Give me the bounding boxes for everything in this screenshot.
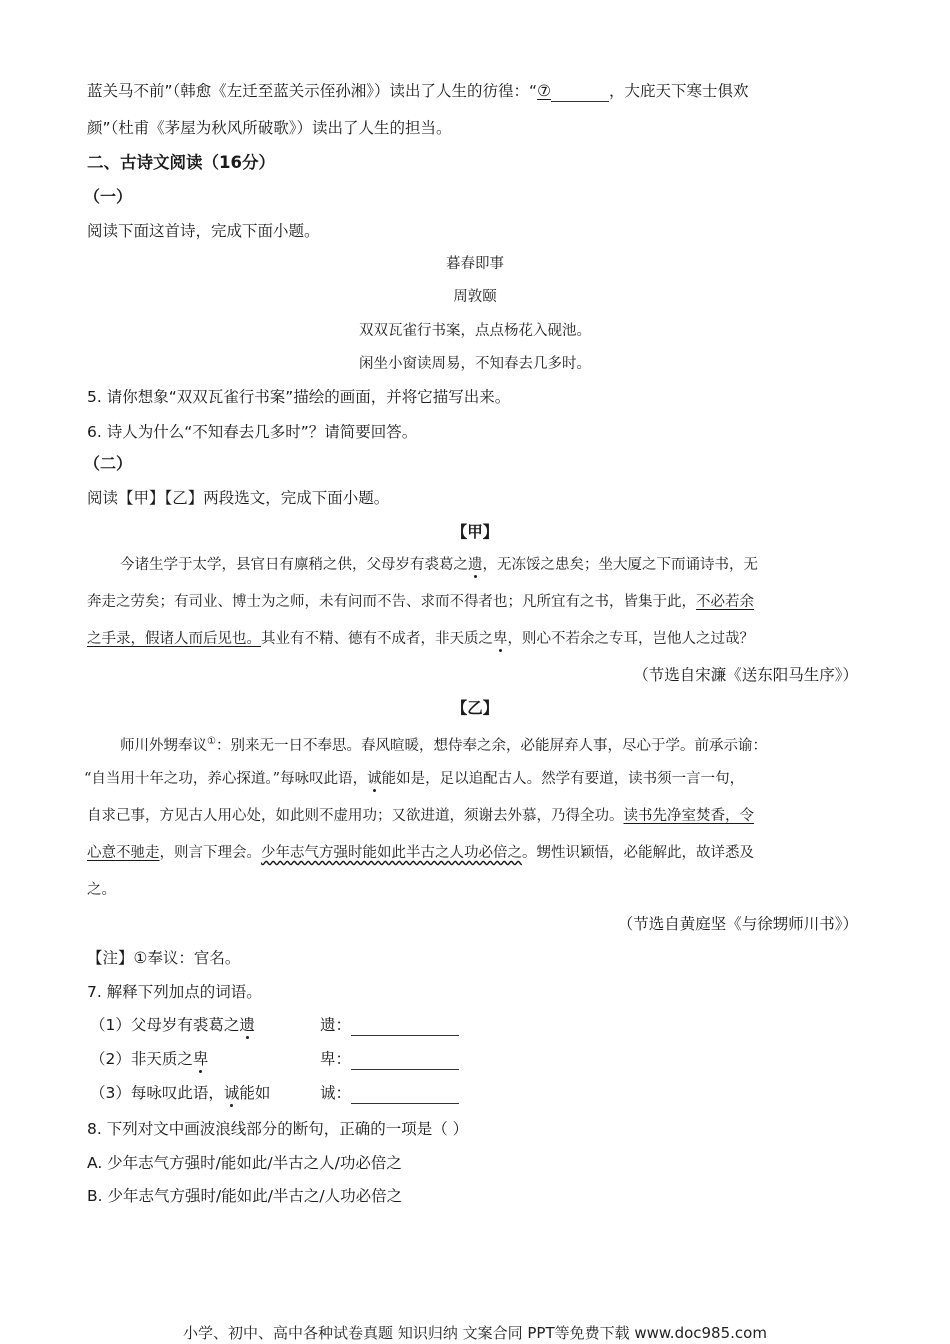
fill-blank-7[interactable] bbox=[551, 84, 609, 102]
passage-text: ，无冻馁之患矣；坐大厦之下而诵诗书，无 bbox=[482, 557, 758, 573]
jia-line-2 bbox=[87, 591, 754, 613]
intro-line-1 bbox=[87, 80, 748, 102]
underlined-sentence: 心意不驰走 bbox=[87, 845, 160, 861]
dotted-word: 卑 bbox=[192, 1050, 209, 1068]
item-text: 能如 bbox=[239, 1084, 271, 1102]
dotted-word: 诚 bbox=[367, 771, 382, 787]
yi-line-4 bbox=[87, 842, 754, 864]
jia-line-3 bbox=[87, 628, 754, 650]
passage-jia-heading: 【甲】 bbox=[451, 523, 499, 541]
term-label: 遗： bbox=[320, 1016, 352, 1034]
part-label-1: （一） bbox=[84, 187, 133, 206]
passage-text: ，则心不若余之专耳，岂他人之过哉？ bbox=[507, 631, 754, 647]
underlined-sentence: 之手录，假诸人而后见也。 bbox=[87, 631, 261, 647]
passage-yi-heading: 【乙】 bbox=[451, 699, 499, 717]
passage-text: 能如是，足以追配古人。然学有要道，读书须一言一句， bbox=[381, 771, 745, 787]
q7-item-2 bbox=[90, 1048, 459, 1070]
dotted-word: 卑 bbox=[493, 631, 508, 647]
jia-line-1 bbox=[120, 554, 758, 576]
passage-text: ，则言下理会。 bbox=[159, 845, 261, 861]
jia-source: （节选自宋濂《送东阳马生序》） bbox=[633, 666, 858, 684]
question-6: 6. 诗人为什么“不知春去几多时”？请简要回答。 bbox=[87, 423, 418, 441]
term-label: 诚： bbox=[320, 1084, 352, 1102]
item-text: （2）非天质之 bbox=[90, 1050, 193, 1068]
passage-text: 师川外甥奉议 bbox=[120, 737, 207, 754]
page-footer: 小学、初中、高中各种试卷真题 知识归纳 文案合同 PPT等免费下载 www.doc985.com bbox=[183, 1324, 767, 1342]
item-text: （3）每咏叹此语， bbox=[90, 1084, 224, 1102]
footnote-marker: ① bbox=[207, 736, 216, 747]
dotted-word: 诚 bbox=[223, 1084, 240, 1102]
answer-blank-3[interactable] bbox=[351, 1086, 459, 1104]
yi-line-1 bbox=[120, 731, 767, 757]
poem-title: 暮春即事 bbox=[446, 256, 504, 272]
underlined-sentence: 不必若余 bbox=[696, 594, 754, 610]
question-7: 7. 解释下列加点的词语。 bbox=[87, 983, 262, 1001]
passage-text: 。甥性识颖悟，必能解此，故详悉及 bbox=[522, 845, 754, 861]
q8-option-a[interactable]: A. 少年志气方强时/能如此/半古之人/功必倍之 bbox=[87, 1154, 402, 1172]
section-title: 二、古诗文阅读（16分） bbox=[87, 153, 275, 172]
part2-instruction: 阅读【甲】【乙】两段选文，完成下面小题。 bbox=[87, 489, 390, 507]
poem-line-2: 闲坐小窗读周易，不知春去几多时。 bbox=[359, 356, 591, 372]
q7-item-3 bbox=[90, 1082, 459, 1104]
question-5: 5. 请你想象“双双瓦雀行书案”描绘的画面，并将它描写出来。 bbox=[87, 388, 511, 406]
yi-line-5: 之。 bbox=[87, 882, 116, 898]
intro-text: 蓝关马不前”（韩愈《左迁至蓝关示侄孙湘》）读出了人生的彷徨：“ bbox=[87, 82, 538, 100]
underlined-sentence: 读书先净室焚香，令 bbox=[623, 808, 754, 824]
passage-text: 自求己事，方见古人用心处，如此则不虚用功；又欲进道，须谢去外慕，乃得全功。 bbox=[87, 808, 624, 824]
part-label-2: （二） bbox=[84, 454, 133, 473]
term-label: 卑： bbox=[320, 1050, 352, 1068]
item-text: （1）父母岁有裘葛之 bbox=[90, 1016, 240, 1034]
dotted-word: 遗 bbox=[239, 1016, 255, 1034]
passage-text: 奔走之劳矣；有司业、博士为之师，未有问而不告、求而不得者也；凡所宜有之书，皆集于此， bbox=[87, 594, 696, 610]
q8-option-b[interactable]: B. 少年志气方强时/能如此/半古之/人功必倍之 bbox=[87, 1187, 403, 1205]
answer-blank-1[interactable] bbox=[351, 1018, 459, 1036]
dotted-word: 遗 bbox=[468, 557, 483, 573]
passage-text: 其业有不精、德有不成者，非天质之 bbox=[261, 631, 493, 647]
yi-source: （节选自黄庭坚《与徐甥师川书》） bbox=[617, 915, 858, 933]
annotation-note: 【注】①奉议：官名。 bbox=[87, 949, 241, 967]
passage-text: 今诸生学于太学，县官日有廪稍之供，父母岁有裘葛之 bbox=[120, 557, 468, 573]
yi-line-3 bbox=[87, 805, 754, 827]
wavy-underlined-sentence: 少年志气方强时能如此半古之人功必倍之 bbox=[261, 845, 522, 861]
question-8: 8. 下列对文中画波浪线部分的断句，正确的一项是（ ） bbox=[87, 1120, 469, 1138]
passage-text: ：别来无一日不奉思。春风暄暖，想侍奉之余，必能屏弃人事，尽心于学。前承示谕： bbox=[215, 737, 767, 754]
passage-text: “自当用十年之功，养心探道。”每咏叹此语， bbox=[84, 771, 368, 787]
poem-line-1: 双双瓦雀行书案，点点杨花入砚池。 bbox=[359, 323, 591, 339]
intro-text: ，大庇天下寒士俱欢 bbox=[608, 82, 749, 100]
q7-item-1 bbox=[90, 1014, 459, 1036]
part1-instruction: 阅读下面这首诗，完成下面小题。 bbox=[87, 222, 320, 240]
blank-number: ⑦ bbox=[537, 82, 551, 100]
poem-author: 周敦颐 bbox=[453, 289, 497, 305]
yi-line-2 bbox=[84, 768, 744, 790]
intro-line-2: 颜”（杜甫《茅屋为秋风所破歌》）读出了人生的担当。 bbox=[87, 119, 452, 137]
answer-blank-2[interactable] bbox=[351, 1052, 459, 1070]
